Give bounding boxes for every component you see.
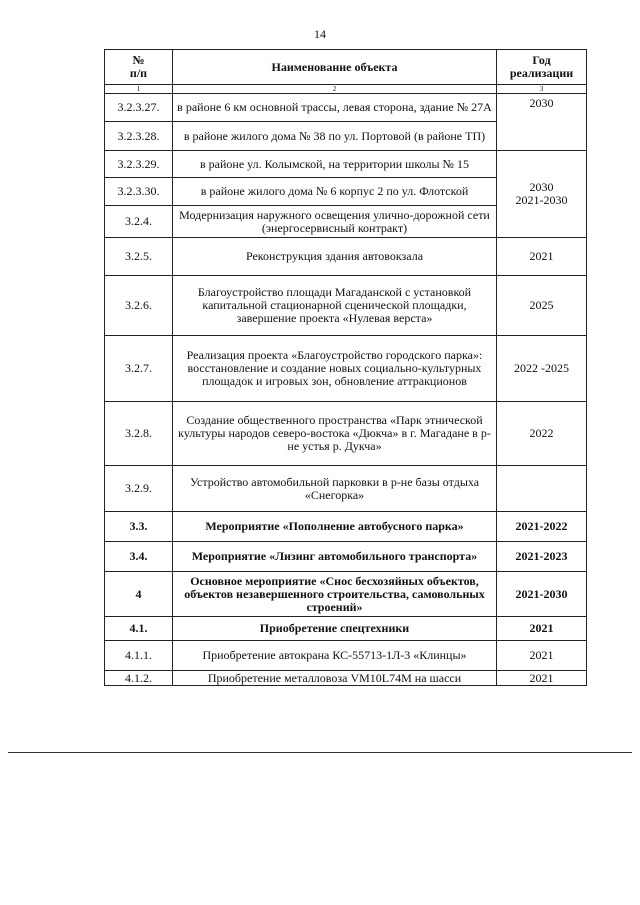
header-num: № п/п [105, 50, 173, 85]
row-name: в районе 6 км основной трассы, левая сторона, здание № 27А [173, 94, 497, 122]
column-number-row [105, 85, 587, 94]
table-row [105, 94, 587, 122]
header-year: Год реализации [497, 50, 587, 85]
column-number: 1 [105, 85, 173, 94]
page-footer-divider [8, 752, 632, 753]
row-name: Мероприятие «Пополнение автобусного парка» [173, 512, 497, 542]
row-number: 3.2.4. [105, 206, 173, 238]
row-year: 2021 [497, 641, 587, 671]
row-name: Приобретение спецтехники [173, 617, 497, 641]
row-year: 2021 [497, 617, 587, 641]
table-row [105, 276, 587, 336]
row-number: 3.3. [105, 512, 173, 542]
row-number: 4 [105, 572, 173, 617]
row-year: 2022 [497, 402, 587, 466]
row-year: 2021 [497, 238, 587, 276]
header-name: Наименование объекта [173, 50, 497, 85]
row-name: Создание общественного пространства «Парк этнической культуры народов северо-востока «Дюкча» в г. Магадане в р-не устья р. Дукча» [173, 402, 497, 466]
row-year: 2021-2030 [497, 572, 587, 617]
row-number: 3.2.3.27. [105, 94, 173, 122]
table-row [105, 641, 587, 671]
row-number: 4.1.1. [105, 641, 173, 671]
row-year-line: 2030 [529, 180, 554, 194]
table-row [105, 402, 587, 466]
row-name: в районе ул. Колымской, на территории школы № 15 [173, 151, 497, 178]
row-number: 3.2.5. [105, 238, 173, 276]
table-row [105, 542, 587, 572]
row-year: 2030 [497, 94, 587, 151]
row-name: Устройство автомобильной парковки в р-не базы отдыха «Снегорка» [173, 466, 497, 512]
row-name: в районе жилого дома № 6 корпус 2 по ул. Флотской [173, 178, 497, 206]
row-name: Основное мероприятие «Снос бесхозяйных объектов, объектов незавершенного строительства, самовольных строений» [173, 572, 497, 617]
table-header-row [105, 50, 587, 85]
column-number: 3 [497, 85, 587, 94]
row-name: Благоустройство площади Магаданской с установкой капитальной стационарной сценической площадки, завершение проекта «Нулевая верста» [173, 276, 497, 336]
row-number: 3.2.6. [105, 276, 173, 336]
row-name: Реализация проекта «Благоустройство городского парка»: восстановление и создание новых социально-культурных площадок и игровых зон, обновление аттракционов [173, 336, 497, 402]
table-row [105, 512, 587, 542]
page-number: 14 [314, 27, 326, 41]
table-row [105, 572, 587, 617]
row-number: 3.2.3.30. [105, 178, 173, 206]
column-number: 2 [173, 85, 497, 94]
row-year-line: 2021-2030 [515, 193, 568, 207]
row-number: 3.4. [105, 542, 173, 572]
row-year: 2022 -2025 [497, 336, 587, 402]
table-row [105, 238, 587, 276]
row-year [497, 151, 587, 238]
row-year: 2021 [497, 671, 587, 686]
row-name: Мероприятие «Лизинг автомобильного транспорта» [173, 542, 497, 572]
row-name: Реконструкция здания автовокзала [173, 238, 497, 276]
row-number: 3.2.9. [105, 466, 173, 512]
row-number: 3.2.3.29. [105, 151, 173, 178]
row-name: Приобретение металловоза VM10L74M на шасси [173, 671, 497, 686]
table-row [105, 336, 587, 402]
table-row [105, 617, 587, 641]
table-row [105, 151, 587, 178]
objects-table [104, 49, 587, 686]
row-name: Приобретение автокрана КС-55713-1Л-3 «Клинцы» [173, 641, 497, 671]
row-number: 3.2.3.28. [105, 122, 173, 151]
row-name: Модернизация наружного освещения улично-дорожной сети (энергосервисный контракт) [173, 206, 497, 238]
table-row [105, 671, 587, 686]
row-year: 2025 [497, 276, 587, 336]
row-year: 2021-2023 [497, 542, 587, 572]
row-year [497, 466, 587, 512]
row-number: 3.2.7. [105, 336, 173, 402]
row-number: 3.2.8. [105, 402, 173, 466]
row-year: 2021-2022 [497, 512, 587, 542]
table-row [105, 466, 587, 512]
row-name: в районе жилого дома № 38 по ул. Портовой (в районе ТП) [173, 122, 497, 151]
row-number: 4.1.2. [105, 671, 173, 686]
row-number: 4.1. [105, 617, 173, 641]
